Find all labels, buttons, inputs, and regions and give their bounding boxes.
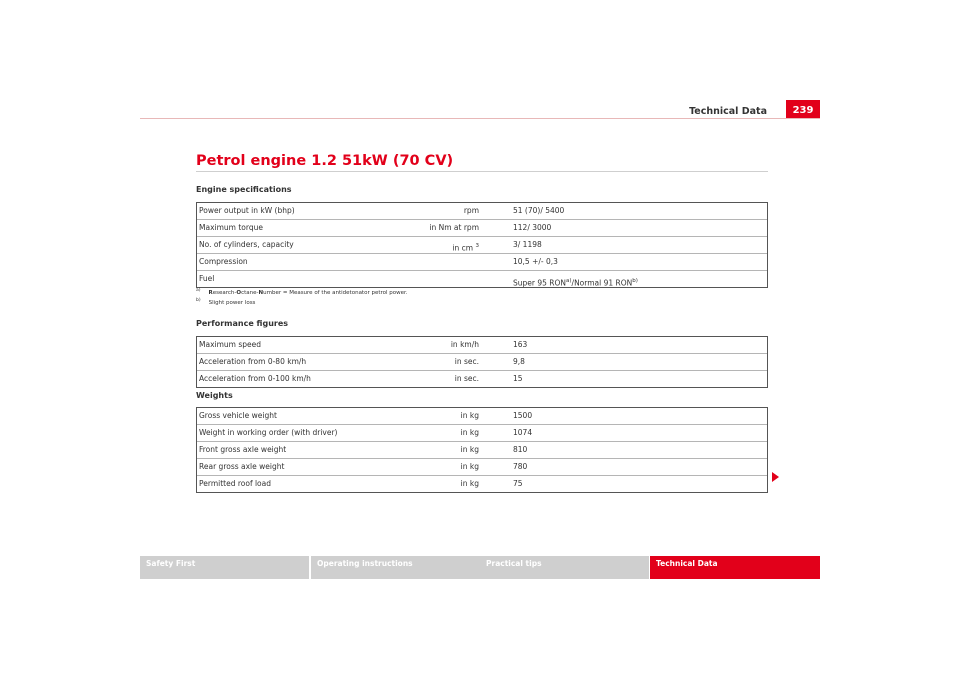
row-label: No. of cylinders, capacity bbox=[199, 240, 294, 249]
table-row bbox=[197, 220, 767, 237]
table-row bbox=[197, 271, 767, 287]
page-number: 239 bbox=[786, 100, 820, 119]
table-row bbox=[197, 203, 767, 220]
row-unit: in km/h bbox=[450, 340, 479, 349]
footnote-ref: a) bbox=[566, 278, 572, 284]
row-unit: in kg bbox=[460, 445, 479, 454]
row-label: Front gross axle weight bbox=[199, 445, 287, 454]
row-label: Permitted roof load bbox=[199, 479, 272, 488]
footnote-ref: b) bbox=[632, 278, 638, 284]
weights-heading: Weights bbox=[196, 391, 233, 400]
row-label: Compression bbox=[199, 257, 248, 266]
table-row bbox=[197, 254, 767, 271]
row-value: 780 bbox=[513, 462, 528, 471]
weights-table bbox=[196, 407, 768, 493]
row-value: 1074 bbox=[513, 428, 533, 437]
header-section-title: Technical Data bbox=[689, 106, 767, 117]
row-label: Acceleration from 0-80 km/h bbox=[199, 357, 307, 366]
title-divider bbox=[196, 171, 768, 172]
table-row bbox=[197, 354, 767, 371]
row-value: 75 bbox=[513, 479, 523, 488]
row-unit: in kg bbox=[460, 428, 479, 437]
table-row bbox=[197, 237, 767, 254]
table-row bbox=[197, 459, 767, 476]
row-unit: in kg bbox=[460, 462, 479, 471]
row-label: Gross vehicle weight bbox=[199, 411, 277, 420]
table-row bbox=[197, 476, 767, 492]
row-unit: rpm bbox=[463, 206, 479, 215]
row-unit: in sec. bbox=[454, 374, 479, 383]
footnote-a: $^{a)}$ Research-Octane-Number = Measure of the antidetonator petrol power. bbox=[196, 288, 408, 296]
engine-spec-heading: Engine specifications bbox=[196, 185, 292, 194]
row-label: Acceleration from 0-100 km/h bbox=[199, 374, 311, 383]
row-value: 112/ 3000 bbox=[513, 223, 552, 232]
tab-practical-tips[interactable]: Practical tips bbox=[480, 556, 649, 579]
triangle-right-icon[interactable] bbox=[772, 472, 779, 482]
row-unit: in cm $^3$ bbox=[452, 243, 479, 253]
header-divider bbox=[140, 118, 820, 119]
table-row bbox=[197, 371, 767, 387]
row-value: 3/ 1198 bbox=[513, 240, 542, 249]
unit-superscript: 3 bbox=[475, 243, 479, 249]
engine-spec-table bbox=[196, 202, 768, 288]
tab-operating-instructions[interactable]: Operating instructions bbox=[311, 556, 480, 579]
row-label: Maximum speed bbox=[199, 340, 261, 349]
row-unit: in kg bbox=[460, 411, 479, 420]
row-value: 810 bbox=[513, 445, 528, 454]
row-label: Rear gross axle weight bbox=[199, 462, 285, 471]
tab-safety-first[interactable]: Safety First bbox=[140, 556, 309, 579]
row-label: Power output in kW (bhp) bbox=[199, 206, 295, 215]
row-value: 15 bbox=[513, 374, 523, 383]
row-unit: in kg bbox=[460, 479, 479, 488]
row-value: 9,8 bbox=[513, 357, 525, 366]
row-value: 51 (70)/ 5400 bbox=[513, 206, 565, 215]
row-label: Maximum torque bbox=[199, 223, 263, 232]
row-label: Weight in working order (with driver) bbox=[199, 428, 338, 437]
table-row bbox=[197, 442, 767, 459]
table-row bbox=[197, 408, 767, 425]
page-title: Petrol engine 1.2 51kW (70 CV) bbox=[196, 153, 454, 169]
table-row bbox=[197, 337, 767, 354]
performance-heading: Performance figures bbox=[196, 319, 289, 328]
tab-technical-data[interactable]: Technical Data bbox=[650, 556, 820, 579]
row-label: Fuel bbox=[199, 274, 215, 283]
row-value: 163 bbox=[513, 340, 528, 349]
row-value: Super 95 RON$^{a)}$/Normal 91 RON$^{b)}$ bbox=[513, 278, 638, 288]
table-row bbox=[197, 425, 767, 442]
row-unit: in Nm at rpm bbox=[429, 223, 479, 232]
row-unit: in sec. bbox=[454, 357, 479, 366]
footnote-b: $^{b)}$ Slight power loss bbox=[196, 298, 256, 306]
row-value: 10,5 +/- 0,3 bbox=[513, 257, 558, 266]
row-value: 1500 bbox=[513, 411, 533, 420]
performance-table bbox=[196, 336, 768, 388]
